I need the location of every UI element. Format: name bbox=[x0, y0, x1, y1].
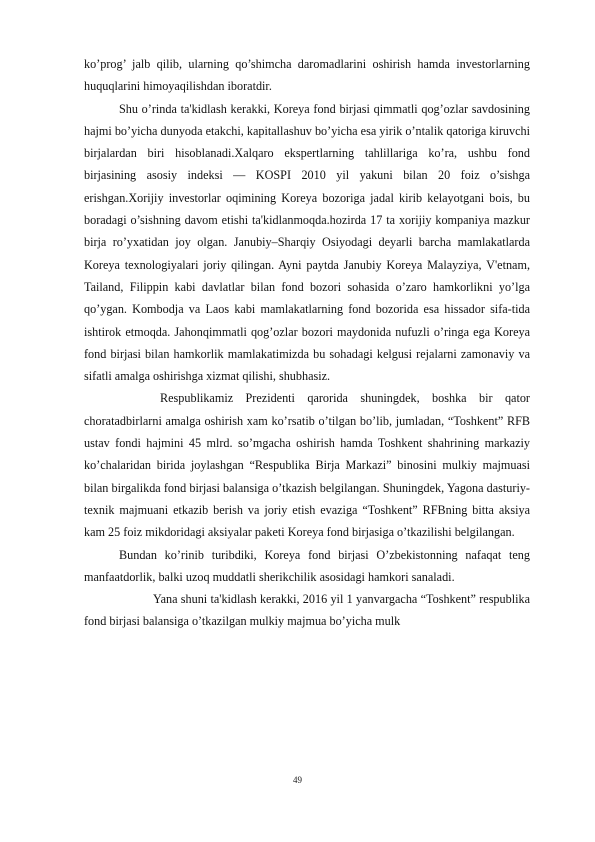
paragraph-continuation: ko’prog’ jalb qilib, ularning qo’shimcha daromadlarini oshirish hamda investorlarning huquqlarini himoyaqilishdan iboratdir. bbox=[84, 57, 530, 94]
paragraph-president-decree: Respublikamiz Prezidenti qarorida shuningdek, boshka bir qator choratadbirlarni amalga oshirish xam ko’rsatib o’tilgan bo’lib, jumladan, “Toshkent” RFB ustav fondi hajmini 45 mlrd. so’mgacha oshirish hamda Toshkent shahrining markaziy ko’chalaridan birida joylashgan “Respublika Birja Markazi” binosini mulkiy majmuasi bilan birgalikda fond birjasi balansiga o’tkazish belgilangan. Shuningdek, Yagona dasturiy-texnik majmuani etkazib berish va joriy etish evaziga “Toshkent” RFBning bitta aksiya kam 25 foiz mikdoridagi aksiyalar paketi Koreya fond birjasiga o’tkazilishi belgilangan. bbox=[84, 391, 530, 540]
document-page bbox=[84, 53, 530, 633]
paragraph-partnership: Bundan ko’rinib turibdiki, Koreya fond birjasi O’zbekistonning nafaqat teng manfaatdorlik, balki uzoq muddatli sherikchilik asosidagi hamkori sanaladi. bbox=[84, 547, 530, 584]
page-number: 49 bbox=[293, 775, 302, 785]
paragraph-korea-exchange: Shu o’rinda ta'kidlash kerakki, Koreya fond birjasi qimmatli qog’ozlar savdosining hajmi bo’yicha dunyoda etakchi, kapitallashuv bo’yicha esa yirik o’ntalik qatoriga kiruvchi birjalardan biri hisoblanadi.Xalqaro ekspertlarning tahlillariga ko’ra, ushbu fond birjasining asosiy indeksi — KOSPI 2010 yil yakuni bilan 20 foiz o’sishga erishgan.Xorijiy investorlar oqimining Koreya bozoriga jadal kirib kelayotgani bois, bu boradagi o’sishning davom etishi ta'kidlanmoqda.hozirda 17 ta xorijiy kompaniya mazkur birja ro’yxatidan joy olgan. Janubiy–Sharqiy Osiyodagi deyarli barcha mamlakatlarda Koreya texnologiyalari joriy qilingan. Ayni paytda Janubiy Koreya Malayziya, V'etnam, Tailand, Filippin kabi davlatlar bilan fond bozori sohasida o’zaro hamkorlikni yo’lga qo’ygan. Kombodja va Laos kabi mamlakatlarning fond bozorida esa hissador sifa-tida ishtirok etmoqda. Jahonqimmatli qog’ozlar bozori maydonida nufuzli o’ringa ega Koreya fond birjasi bilan hamkorlik mamlakatimizda bu sohadagi kelgusi rejalarni zamonaviy va sifatli amalga oshirishga xizmat qilishi, shubhasiz. bbox=[84, 101, 530, 384]
paragraph-property-transfer: Yana shuni ta'kidlash kerakki, 2016 yil 1 yanvargacha “Toshkent” respublika fond birjasi balansiga o’tkazilgan mulkiy majmua bo’yicha mulk bbox=[84, 592, 530, 629]
